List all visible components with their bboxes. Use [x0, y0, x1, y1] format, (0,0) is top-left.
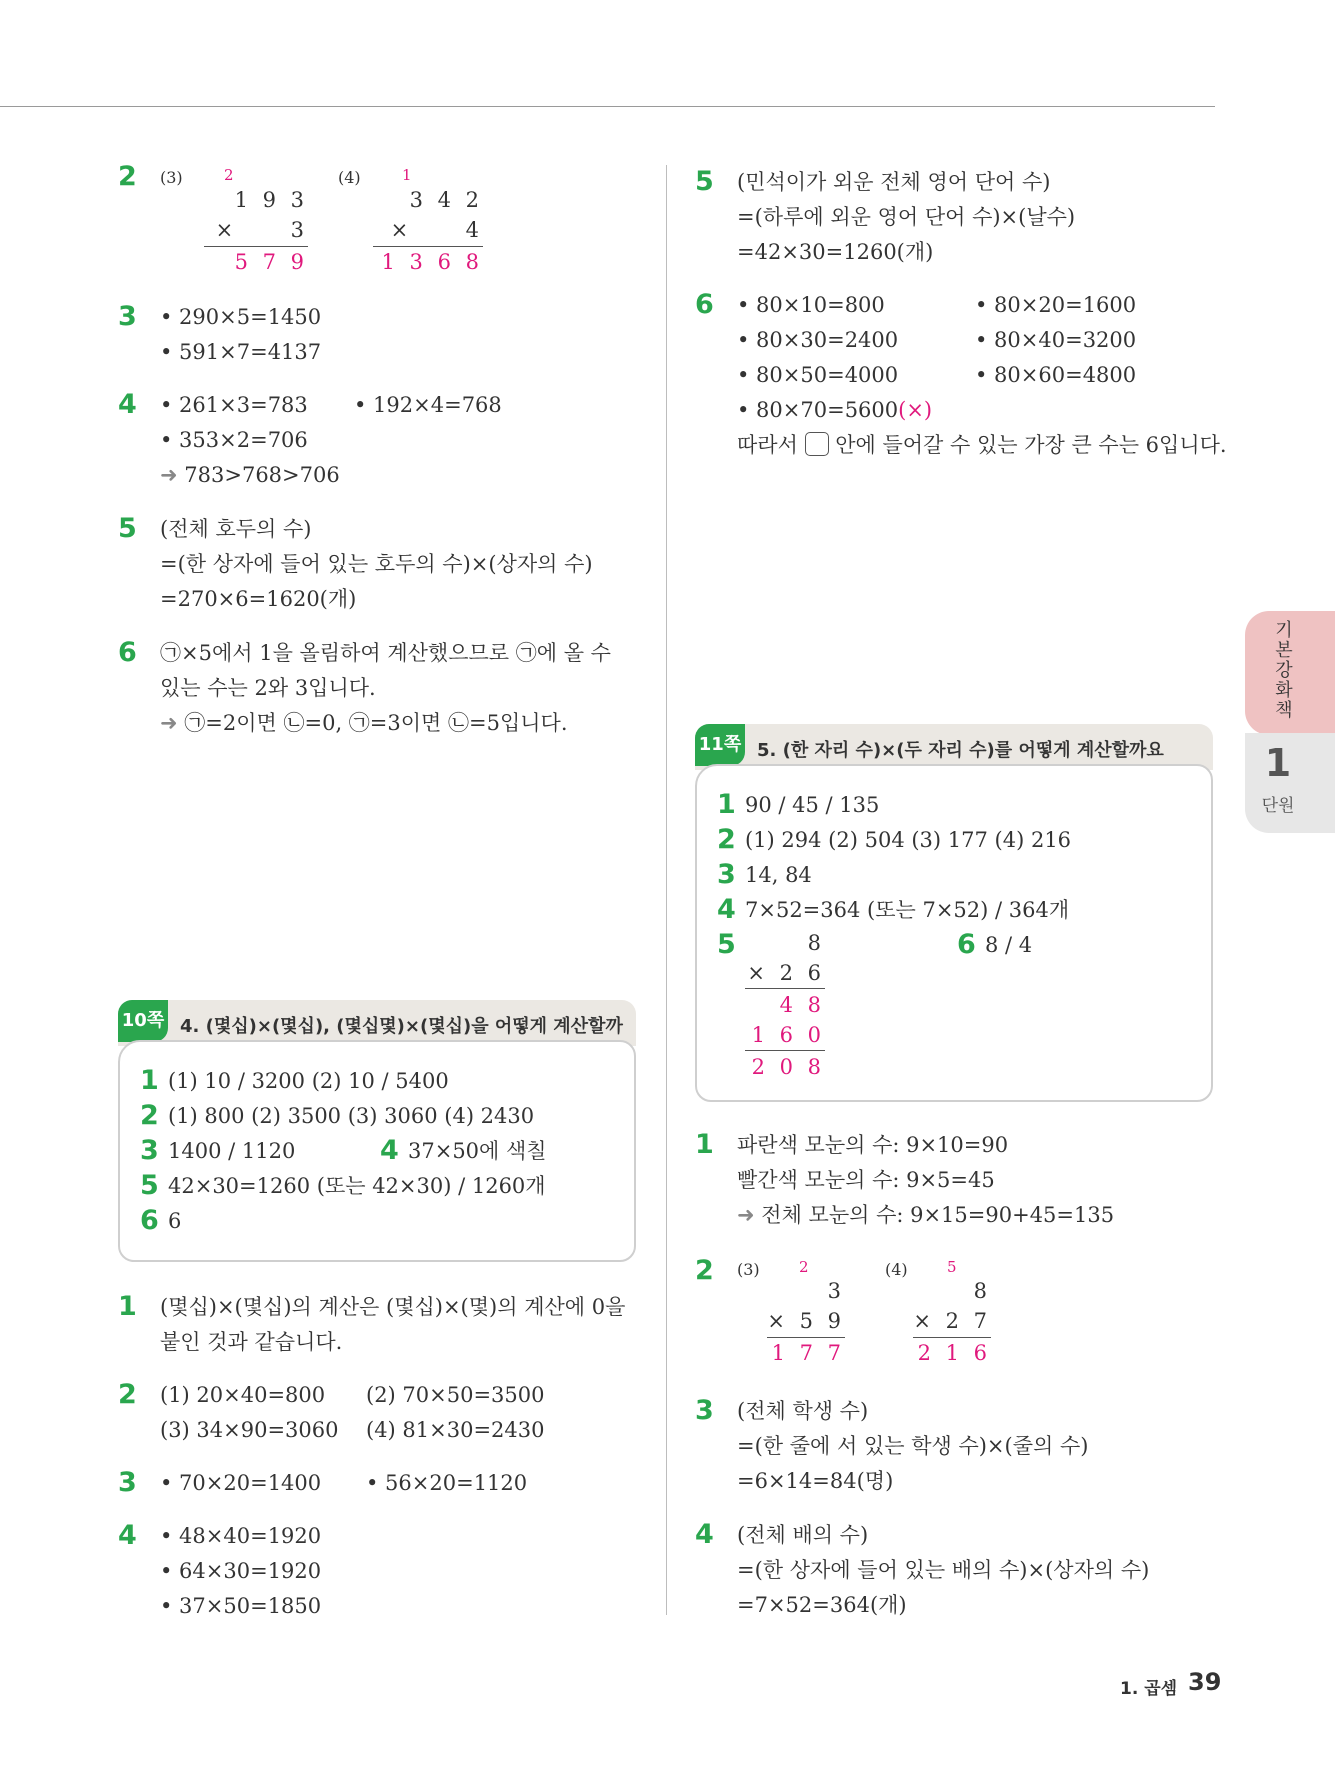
answer-line: • 192×4=768: [354, 393, 502, 417]
side-tab-label: 기본강화책: [1275, 620, 1293, 721]
answer-line: =(한 상자에 들어 있는 호두의 수)×(상자의 수): [160, 552, 593, 576]
left-column: [118, 0, 648, 1772]
section-title: 5. (한 자리 수)×(두 자리 수)를 어떻게 계산할까요: [757, 740, 1164, 761]
answer-line: (3) 34×90=3060: [160, 1418, 339, 1442]
answer-line: =42×30=1260(개): [737, 240, 934, 264]
question-number: 4: [118, 389, 137, 420]
blank-box-icon: [805, 432, 829, 456]
carry-digit: 2: [224, 166, 234, 184]
answer-line: =6×14=84(명): [737, 1469, 894, 1493]
answer-line: (1) 20×40=800: [160, 1383, 326, 1407]
answer-line: ➜ ㉠=2이면 ㉡=0, ㉠=3이면 ㉡=5입니다.: [160, 711, 568, 735]
answer-line: (전체 학생 수): [737, 1399, 869, 1423]
arrow-icon: ➜: [737, 1203, 755, 1227]
answer-line: (몇십)×(몇십)의 계산은 (몇십)×(몇)의 계산에 0을: [160, 1295, 626, 1319]
multiplication-8x27: 8 × 2 7 2 1 6: [913, 1279, 991, 1365]
answer-line: • 80×60=4800: [975, 363, 1137, 387]
answer-line: • 37×50=1850: [160, 1594, 322, 1618]
unit-label: 단원: [1261, 796, 1295, 816]
answer-line: 있는 수는 2와 3입니다.: [160, 676, 376, 700]
question-number: 6: [118, 637, 137, 668]
answer-line: 따라서 안에 들어갈 수 있는 가장 큰 수는 6입니다.: [737, 433, 1227, 457]
answer-line: • 591×7=4137: [160, 340, 322, 364]
question-number: 1: [118, 1291, 137, 1322]
answer-line: • 48×40=1920: [160, 1524, 322, 1548]
question-number: 4: [118, 1520, 137, 1551]
side-tab-basic-book[interactable]: [1245, 611, 1335, 735]
question-number: 2: [118, 161, 137, 192]
question-number: 2: [695, 1255, 714, 1286]
answer-line: =(한 상자에 들어 있는 배의 수)×(상자의 수): [737, 1558, 1150, 1582]
section-title: 4. (몇십)×(몇십), (몇십몇)×(몇십)을 어떻게 계산할까: [180, 1016, 623, 1037]
carry-digit: 2: [799, 1258, 809, 1276]
side-tab-unit[interactable]: [1245, 733, 1335, 833]
unit-number: 1: [1264, 741, 1292, 785]
carry-digit: 5: [947, 1258, 957, 1276]
sub-label: (3): [737, 1260, 760, 1279]
answer-line: (2) 70×50=3500: [366, 1383, 545, 1407]
answer-line: ➜ 전체 모눈의 수: 9×15=90+45=135: [737, 1203, 1115, 1227]
question-number: 4: [695, 1519, 714, 1550]
answer-line: • 80×40=3200: [975, 328, 1137, 352]
question-number: 2: [118, 1379, 137, 1410]
answer-line: • 80×20=1600: [975, 293, 1137, 317]
answer-line: ➜ 783>768>706: [160, 463, 340, 487]
sub-label: (4): [885, 1260, 908, 1279]
answer-line: • 56×20=1120: [366, 1471, 528, 1495]
question-number: 6: [695, 289, 714, 320]
answer-line: (전체 호두의 수): [160, 517, 312, 541]
answer-line: • 261×3=783: [160, 393, 308, 417]
answer-line: • 353×2=706: [160, 428, 308, 452]
answer-line: =7×52=364(개): [737, 1593, 907, 1617]
answer-line: • 80×30=2400: [737, 328, 899, 352]
answer-line: • 80×70=5600(×): [737, 398, 933, 422]
page-badge: 11쪽: [695, 724, 745, 766]
answer-line: • 290×5=1450: [160, 305, 322, 329]
answer-line: • 80×10=800: [737, 293, 885, 317]
question-number: 1: [695, 1129, 714, 1160]
question-number: 5: [118, 513, 137, 544]
question-number: 3: [118, 301, 137, 332]
footer-chapter: 1. 곱셈: [1120, 1679, 1178, 1699]
answer-line: (민석이가 외운 전체 영어 단어 수): [737, 170, 1051, 194]
sub-label: (3): [160, 168, 183, 187]
answer-line: 파란색 모눈의 수: 9×10=90: [737, 1133, 1009, 1157]
answer-line: 빨간색 모눈의 수: 9×5=45: [737, 1168, 995, 1192]
multiplication-193x3: 1 9 3 × 3 5 7 9: [188, 185, 308, 275]
multiplication-3x59: 3 × 5 9 1 7 7: [767, 1279, 845, 1365]
answer-line: =270×6=1620(개): [160, 587, 357, 611]
answer-line: • 80×50=4000: [737, 363, 899, 387]
arrow-icon: ➜: [160, 463, 178, 487]
multiplication-342x4: 3 4 2 × 4 1 3 6 8: [363, 185, 483, 275]
column-divider: [666, 165, 667, 1615]
answer-line: 붙인 것과 같습니다.: [160, 1330, 343, 1354]
question-number: 3: [695, 1395, 714, 1426]
answer-line: ㉠×5에서 1을 올림하여 계산했으므로 ㉠에 올 수: [160, 641, 611, 665]
sub-label: (4): [338, 168, 361, 187]
answer-line: • 70×20=1400: [160, 1471, 322, 1495]
page-badge: 10쪽: [118, 1000, 168, 1042]
question-number: 3: [118, 1467, 137, 1498]
right-column: [695, 0, 1225, 1772]
answer-line: =(한 줄에 서 있는 학생 수)×(줄의 수): [737, 1434, 1089, 1458]
answer-box: 1 90 / 45 / 135 2 (1) 294 (2) 504 (3) 177 (4) 216 3 14, 84 4 7×52=364 (또는 7×52) / 364개 5 8 × 2 6 4 8 1 6 0 2 0 8 6 8 / 4: [695, 764, 1213, 1102]
answer-line: (전체 배의 수): [737, 1523, 869, 1547]
question-number: 5: [695, 166, 714, 197]
multiplication-8x26: 8 × 2 6 4 8 1 6 0 2 0 8: [745, 928, 825, 1078]
page-number: 39: [1188, 1668, 1222, 1696]
wrong-mark: (×): [898, 398, 933, 422]
answer-line: (4) 81×30=2430: [366, 1418, 545, 1442]
answer-line: • 64×30=1920: [160, 1559, 322, 1583]
answer-line: =(하루에 외운 영어 단어 수)×(날수): [737, 205, 1076, 229]
arrow-icon: ➜: [160, 711, 178, 735]
answer-box: 1 (1) 10 / 3200 (2) 10 / 5400 2 (1) 800 (2) 3500 (3) 3060 (4) 2430 3 1400 / 1120 4 37×50에 색칠 5 42×30=1260 (또는 42×30) / 1260개 6 6: [118, 1040, 636, 1262]
carry-digit: 1: [402, 166, 412, 184]
